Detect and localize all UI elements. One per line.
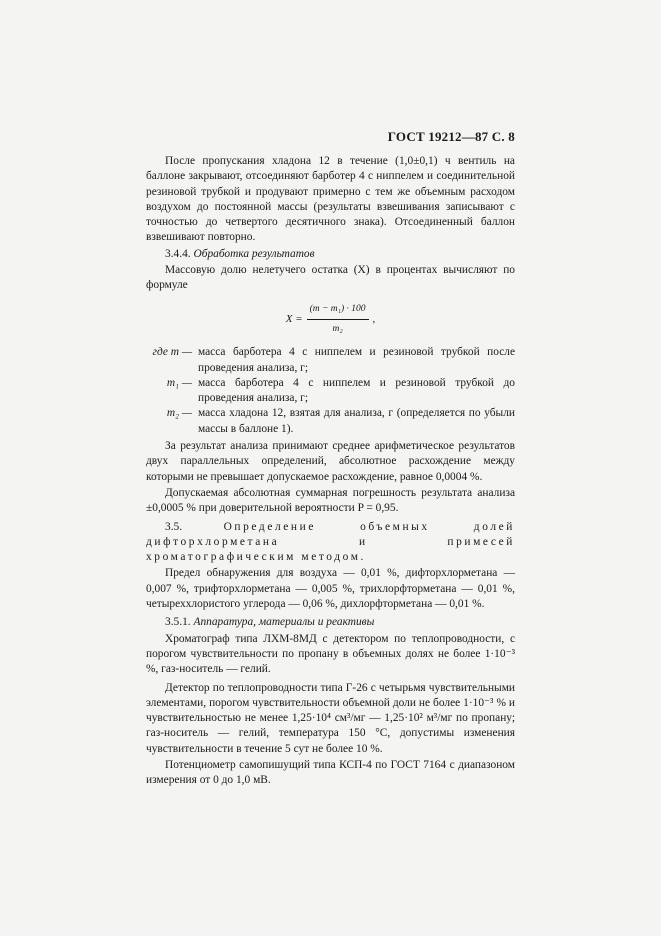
section-number: 3.4.4.	[165, 247, 191, 260]
variable-row	[146, 345, 515, 376]
variable-row	[146, 406, 515, 437]
paragraph-detection-limits: Предел обнаружения для воздуха — 0,01 %, дифторхлорметана — 0,007 %, трифторхлорметана — 0,005 %, трихлорфторметана — 0,01 %, четыреххлористого углерода — 0,06 %, дихлорфторметана — 0,01 %.	[146, 567, 515, 611]
section-3-4-4-heading	[146, 247, 515, 262]
variable-text: масса барботера 4 с ниппелем и резиновой трубкой после проведения анализа, г;	[198, 346, 515, 374]
formula-fraction	[307, 302, 369, 338]
section-number: 3.5.1.	[165, 616, 191, 629]
section-3-5-heading	[146, 520, 515, 566]
variable-text: масса барботера 4 с ниппелем и резиновой трубкой до проведения анализа, г;	[198, 376, 515, 405]
formula-tail: ,	[372, 312, 376, 325]
variable-row	[146, 376, 515, 407]
section-number: 3.5.	[165, 520, 183, 533]
paragraph-result: За результат анализа принимают среднее арифметическое результатов двух параллельных определений, абсолютное расхождение между которыми не превышает допускаемое расхождение, равное 0,0004 %.	[146, 440, 515, 483]
formula	[146, 302, 515, 338]
paragraph-detector: Детектор по теплопроводности типа Г-26 с четырьмя чувствительными элементами, порогом чувствительности объемной доли не более 1·10⁻³ % и чувствительностью не менее 1,25·10⁴ см³/мг — 1,25·10² м³/мг по пропану; газ-носитель — гелий, температура 150 °С, допустимы изменения чувствительности в течение 5 сут не более 10 %.	[146, 681, 515, 755]
paragraph-procedure: После пропускания хладона 12 в течение (1,0±0,1) ч вентиль на баллоне закрывают, отсоединяют барботер 4 с ниппелем и соединительной резиновой трубкой и продувают примерно с тем же объемным расходом воздухом до постоянной массы (результаты взвешивания записывают с точностью до четвертого десятичного знака). Отсоединенный баллон взвешивают повторно.	[146, 155, 515, 244]
section-title: Аппаратура, материалы и реактивы	[193, 616, 375, 629]
paragraph-chromatograph: Хроматограф типа ЛХМ-8МД с детектором по теплопроводности, с порогом чувствительности по пропану в объемных долях не более 1·10⁻³ %, газ-носитель — гелий.	[146, 632, 515, 676]
variable-label: m₂ —	[166, 407, 192, 420]
variable-definitions	[146, 345, 515, 437]
section-title: Определение объемных долей дифторхлорметана и примесей хроматографическим методом.	[146, 520, 515, 564]
section-3-5-1-heading	[146, 615, 515, 630]
page-content	[146, 154, 515, 790]
variable-label: m₁ —	[166, 376, 192, 389]
formula-numerator: (m − m₁) · 100	[307, 302, 369, 320]
page-header: ГОСТ 19212—87 С. 8	[387, 129, 515, 144]
section-title: Обработка результатов	[193, 247, 315, 260]
paragraph-formula-intro: Массовую долю нелетучего остатка (X) в процентах вычисляют по формуле	[146, 264, 515, 292]
paragraph-error: Допускаемая абсолютная суммарная погрешность результата анализа ±0,0005 % при доверительной вероятности P = 0,95.	[146, 486, 515, 515]
variable-text: масса хладона 12, взятая для анализа, г (определяется по убыли массы в баллоне 1).	[198, 407, 515, 435]
variable-label: где m —	[152, 346, 192, 359]
paragraph-potentiometer: Потенциометр самопишущий типа КСП-4 по ГОСТ 7164 с диапазоном измерения от 0 до 1,0 мВ.	[146, 758, 515, 787]
formula-denominator: m₂	[332, 323, 343, 334]
formula-lhs: X =	[285, 312, 303, 325]
